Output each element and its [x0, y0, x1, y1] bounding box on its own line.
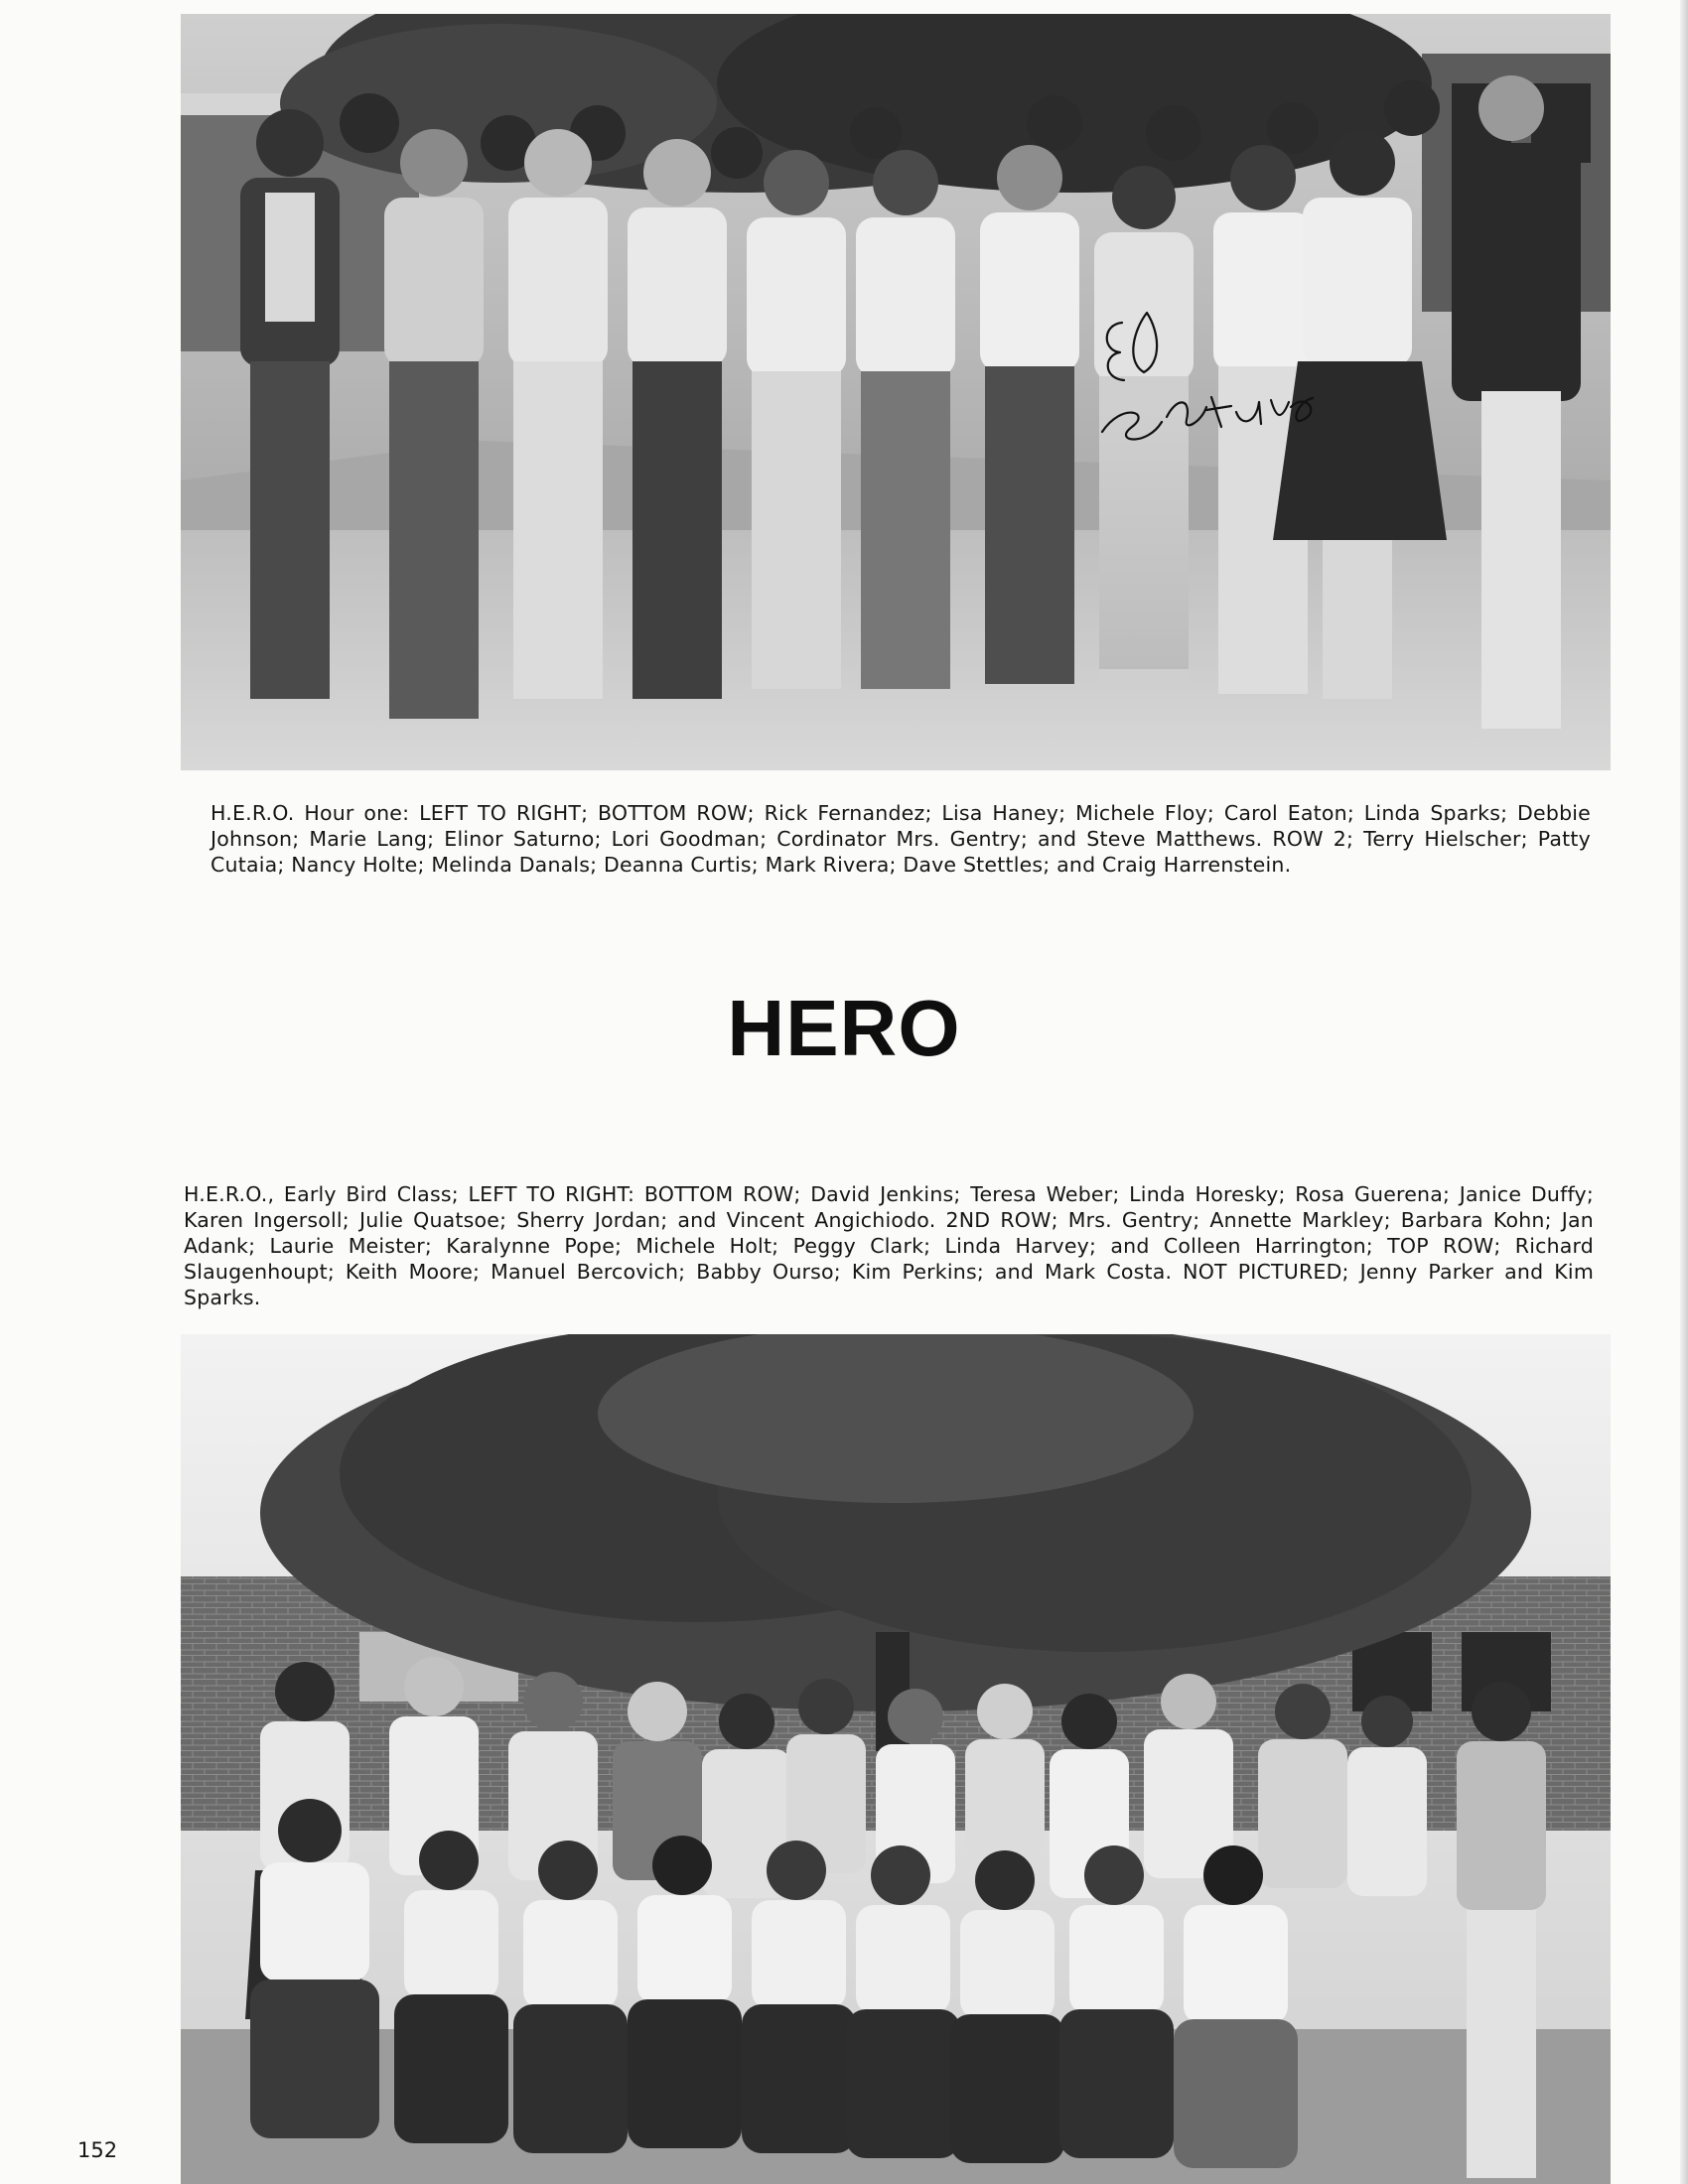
- page-number: 152: [77, 2138, 118, 2162]
- top-photo-caption: H.E.R.O. Hour one: LEFT TO RIGHT; BOTTOM ROW; Rick Fernandez; Lisa Haney; Michele Floy; Carol Eaton; Linda Sparks; Debbie Johnson; Marie Lang; Elinor Saturno; Lori Goodman; Cordinator Mrs. Gentry; and Steve Matthews. ROW 2; Terry Hielscher; Patty Cutaia; Nancy Holte; Melinda Danals; Deanna Curtis; Mark Rivera; Dave Stettles; and Craig Harrenstein.: [211, 801, 1591, 877]
- bottom-group-photo: [181, 1334, 1611, 2184]
- bottom-photo-caption: H.E.R.O., Early Bird Class; LEFT TO RIGHT: BOTTOM ROW; David Jenkins; Teresa Weber; Linda Horesky; Rosa Guerena; Janice Duffy; Karen Ingersoll; Julie Quatsoe; Sherry Jordan; and Vincent Angichiodo. 2ND ROW; Mrs. Gentry; Annette Markley; Barbara Kohn; Jan Adank; Laurie Meister; Karalynne Pope; Michele Holt; Peggy Clark; Linda Harvey; and Colleen Harrington; TOP ROW; Richard Slaugenhoupt; Keith Moore; Manuel Bercovich; Babby Ourso; Kim Perkins; and Mark Costa. NOT PICTURED; Jenny Parker and Kim Sparks.: [184, 1182, 1594, 1309]
- page-edge-shadow: [1680, 0, 1688, 2184]
- page-title: HERO: [727, 984, 961, 1072]
- handwritten-signature: [1092, 303, 1321, 452]
- top-group-photo: [181, 14, 1611, 770]
